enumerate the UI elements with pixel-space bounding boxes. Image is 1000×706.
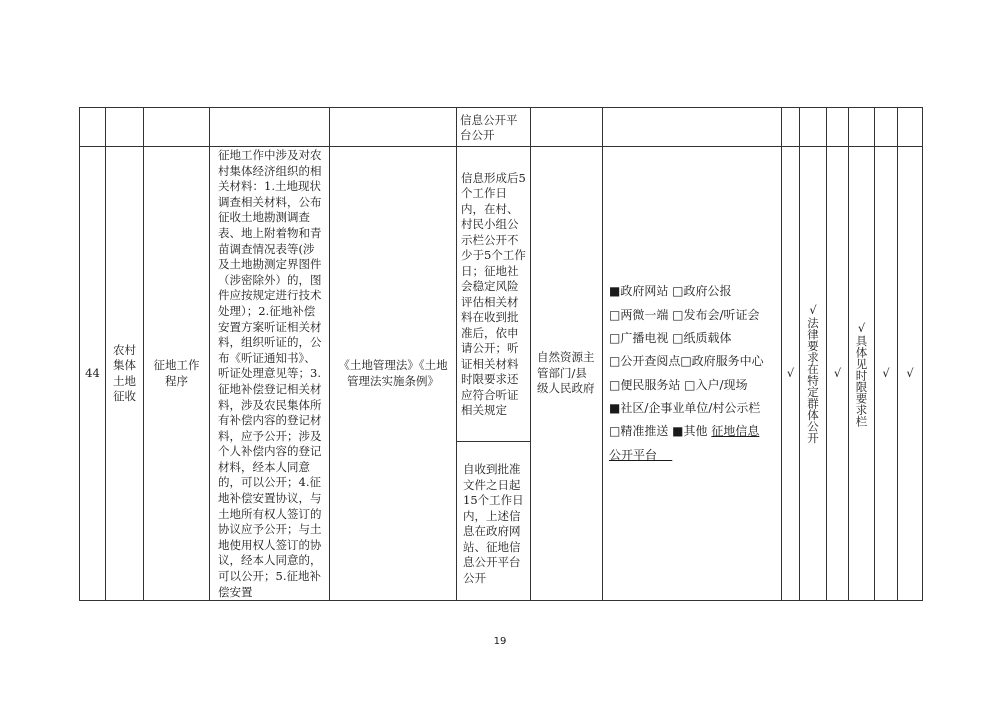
cell-empty [106, 108, 144, 147]
cell-channels [603, 147, 782, 601]
cell-time-limit-1 [457, 147, 531, 442]
channel-service-center: □政府服务中心 [680, 354, 764, 369]
cell-empty [80, 108, 106, 147]
time-limit-2-text: 自收到批准文件之日起15个工作日内，上述信息在政府网站、征地信息公开平台公开 [463, 462, 524, 585]
channel-line [609, 444, 775, 467]
cell-proactive [827, 147, 849, 601]
channel-line [609, 397, 775, 420]
channel-line [609, 420, 775, 443]
channel-reading-point: □公开查阅点 [609, 354, 681, 369]
cell-empty [782, 108, 800, 147]
channel-gov-website: ■政府网站 [609, 284, 669, 299]
category-text: 农村集体土地征收 [113, 342, 136, 404]
cell-empty [603, 108, 782, 147]
channel-list [603, 278, 781, 468]
time-limit-1-text: 信息形成后5个工作日内，在村、村民小组公示栏公开不少于5个工作日；征地社会稳定风险评估相关材料在收到批准后，依申请公开；听证相关材料时限要求还应符合听证相关规定 [461, 170, 526, 418]
cell-on-request [849, 147, 875, 601]
channel-line [609, 280, 775, 303]
check-mark: √ [786, 365, 795, 380]
cell-time-limit-2 [457, 441, 531, 601]
channel-other-detail: 征地信息 [711, 424, 760, 439]
table-row-44 [80, 147, 923, 442]
check-mark: √ [906, 365, 914, 380]
on-request-text: √具体见时限要求栏 [854, 320, 869, 427]
cell-empty [875, 108, 898, 147]
channel-door-to-door: □入户/现场 [684, 377, 748, 392]
channel-line [609, 327, 775, 350]
cell-content [210, 147, 330, 601]
cell-empty [898, 108, 923, 147]
cell-time-limit [457, 108, 531, 147]
channel-service-station: □便民服务站 [609, 377, 681, 392]
cell-empty [849, 108, 875, 147]
cell-township [898, 147, 923, 601]
cell-empty [531, 108, 603, 147]
time-limit-text: 信息公开平台公开 [460, 112, 518, 142]
channel-weibo-wechat: □两微一端 [609, 307, 669, 322]
item-text: 征地工作程序 [153, 358, 200, 388]
cell-empty [800, 108, 827, 147]
cell-category [106, 147, 144, 601]
check-mark: √ [882, 365, 890, 380]
channel-notice-board: ■社区/企事业单位/村公示栏 [609, 400, 761, 415]
basis-text: 《土地管理法》《土地管理法实施条例》 [338, 358, 448, 388]
specific-group-text: √法律要求在特定群体公开 [806, 303, 820, 444]
channel-line [609, 374, 775, 397]
channel-line [609, 304, 775, 327]
cell-county [875, 147, 898, 601]
check-mark: √ [833, 365, 842, 380]
channel-press-hearing: □发布会/听证会 [672, 307, 760, 322]
row-number: 44 [85, 365, 100, 380]
channel-radio-tv: □广播电视 [609, 331, 669, 346]
channel-other: ■其他 [672, 424, 708, 439]
cell-basis [330, 147, 457, 601]
cell-whole-society [782, 147, 800, 601]
cell-subject [531, 147, 603, 601]
cell-empty [210, 108, 330, 147]
cell-empty [330, 108, 457, 147]
channel-paper: □纸质载体 [672, 331, 732, 346]
cell-empty [144, 108, 210, 147]
disclosure-table [79, 107, 923, 601]
channel-precise-push: □精准推送 [609, 424, 669, 439]
content-text: 征地工作中涉及对农村集体经济组织的相关材料：1.土地现状调查相关材料，公布征收土地勘测调查表、地上附着物和青苗调查情况表等(涉及土地勘测定界图件（涉密除外）的，图件应按规定进行技术处理）；2.征地补偿安置方案听证相关材料，组织听证的，公布《听证通知书》、听证处理意见等；3.征地补偿登记相关材料，涉及农民集体所有补偿内容的登记材料，应予公开；涉及个人补偿内容的登记材料，经本人同意的，可以公开；4.征地补偿安置协议，与土地所有权人签订的协议应予公开；与土地使用权人签订的协议，经本人同意的，可以公开；5.征地补偿安置 [218, 148, 322, 599]
cell-number [80, 147, 106, 601]
channel-line [609, 350, 775, 373]
cell-specific-group [800, 147, 827, 601]
cell-item [144, 147, 210, 601]
channel-other-detail-cont: 公开平台 [609, 447, 658, 462]
table-row-continuation [80, 108, 923, 147]
cell-empty [827, 108, 849, 147]
subject-text: 自然资源主管部门/县级人民政府 [537, 350, 595, 396]
channel-gov-bulletin: □政府公报 [672, 284, 732, 299]
page-number: 19 [493, 636, 507, 647]
